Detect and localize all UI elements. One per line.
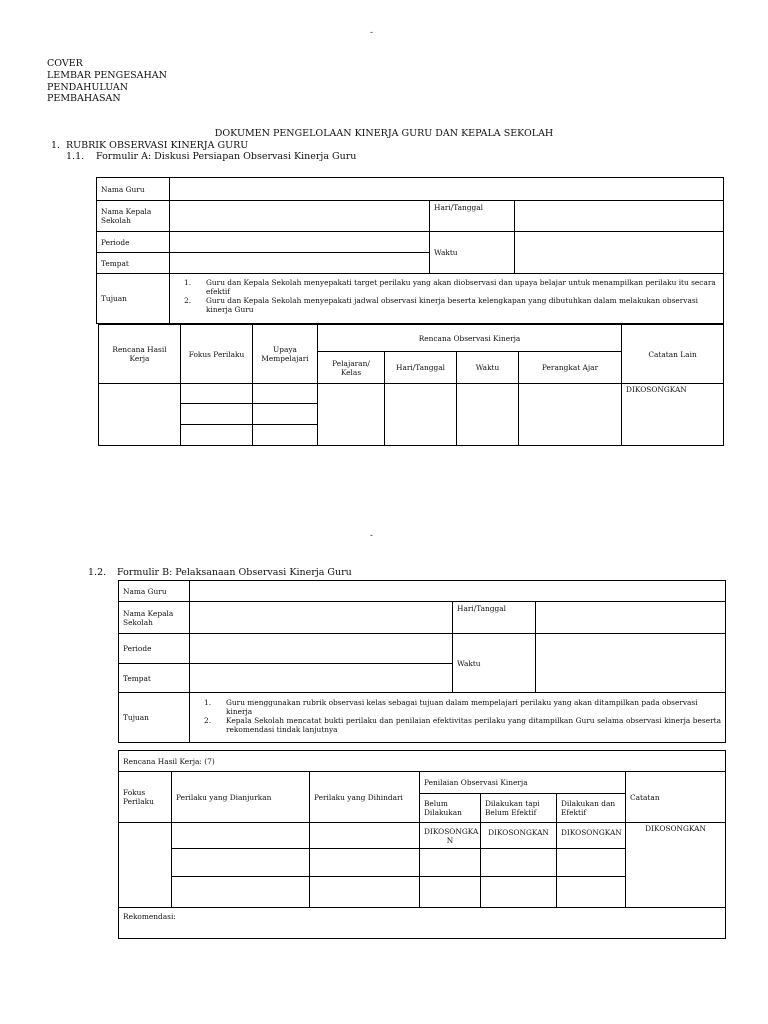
form-a-fokus-perilaku-cell[interactable]	[181, 384, 253, 404]
form-b-identity-table	[118, 580, 726, 743]
page-dash-mid: -	[370, 531, 374, 541]
form-b-waktu-field[interactable]	[536, 634, 726, 693]
form-a-fokus-perilaku-cell[interactable]	[181, 404, 253, 425]
form-a-pelajaran-kelas-header: Pelajaran/ Kelas	[318, 352, 385, 384]
form-a-hari-tanggal-cell[interactable]	[385, 384, 457, 446]
form-a-plan-table	[98, 324, 724, 446]
form-b-nama-guru-label: Nama Guru	[119, 581, 190, 602]
form-b-dilakukan-belum-efektif-cell: DIKOSONGKAN	[481, 823, 557, 849]
form-b-rekomendasi: Rekomendasi:	[119, 908, 726, 939]
form-b-tujuan-label: Tujuan	[119, 693, 190, 743]
form-b-dilakukan-efektif-cell[interactable]	[557, 877, 626, 908]
toc-item-cover: COVER	[47, 58, 83, 69]
section-1-1-title: Formulir A: Diskusi Persiapan Observasi Kinerja Guru	[96, 151, 357, 162]
form-a-rencana-hasil-kerja-cell[interactable]	[99, 384, 181, 446]
form-b-hari-tanggal-label: Hari/Tanggal	[453, 602, 536, 634]
form-b-dilakukan-belum-efektif-header: Dilakukan tapi Belum Efektif	[481, 794, 557, 823]
form-b-hari-tanggal-field[interactable]	[536, 602, 726, 634]
form-a-nama-guru-label: Nama Guru	[97, 178, 170, 201]
form-b-nama-guru-field[interactable]	[190, 581, 726, 602]
form-a-waktu-label: Waktu	[430, 232, 515, 274]
form-a-fokus-perilaku-header: Fokus Perilaku	[181, 325, 253, 384]
form-b-belum-dilakukan-header: Belum Dilakukan	[420, 794, 481, 823]
form-b-catatan-header: Catatan	[626, 772, 726, 823]
form-b-perilaku-dihindari-cell[interactable]	[310, 849, 420, 877]
form-b-dilakukan-belum-efektif-cell[interactable]	[481, 877, 557, 908]
form-a-upaya-mempelajari-cell[interactable]	[253, 384, 318, 404]
toc-item-pembahasan: PEMBAHASAN	[47, 93, 121, 105]
form-a-tempat-label: Tempat	[97, 253, 170, 274]
form-b-penilaian-observasi-header: Penilaian Observasi Kinerja	[420, 772, 626, 794]
form-b-tempat-label: Tempat	[119, 664, 190, 693]
document-title: DOKUMEN PENGELOLAAN KINERJA GURU DAN KEPALA SEKOLAH	[214, 128, 554, 139]
form-b-catatan-cell: DIKOSONGKAN	[626, 823, 726, 908]
form-b-perilaku-dianjurkan-cell[interactable]	[172, 877, 310, 908]
toc-item-lembar-pengesahan: LEMBAR PENGESAHAN	[47, 69, 167, 81]
form-b-periode-label: Periode	[119, 634, 190, 664]
form-b-tujuan-content	[190, 693, 726, 743]
form-b-dilakukan-belum-efektif-cell[interactable]	[481, 849, 557, 877]
form-a-tempat-field[interactable]	[170, 253, 430, 274]
form-a-tujuan-item: 2. Guru dan Kepala Sekolah menyepakati jadwal observasi kinerja beserta kelengkapan yang dibutuhkan dalam melakukan observasi kinerja Guru	[184, 296, 699, 314]
section-1-2-title: Formulir B: Pelaksanaan Observasi Kinerja Guru	[117, 567, 352, 578]
form-a-nama-kepala-label: Nama Kepala Sekolah	[97, 201, 170, 232]
section-1-2-number: 1.2.	[88, 567, 107, 578]
form-a-catatan-lain-header: Catatan Lain	[622, 325, 724, 384]
form-b-belum-dilakukan-cell[interactable]	[420, 849, 481, 877]
form-b-belum-dilakukan-cell[interactable]	[420, 877, 481, 908]
form-b-fokus-perilaku-header: Fokus Perilaku	[119, 772, 172, 823]
form-a-tujuan-content	[170, 274, 724, 324]
form-b-perilaku-dianjurkan-header: Perilaku yang Dianjurkan	[172, 772, 310, 823]
form-b-perilaku-dihindari-cell[interactable]	[310, 823, 420, 849]
form-b-fokus-perilaku-cell[interactable]	[119, 823, 172, 908]
form-a-nama-kepala-field[interactable]	[170, 201, 430, 232]
form-b-periode-field[interactable]	[190, 634, 453, 664]
form-a-hari-tanggal-label: Hari/Tanggal	[430, 201, 515, 232]
form-a-perangkat-ajar-cell[interactable]	[519, 384, 622, 446]
toc-list	[47, 58, 167, 105]
form-b-dilakukan-efektif-cell[interactable]	[557, 849, 626, 877]
form-a-identity-table	[96, 177, 724, 324]
form-b-tujuan-item: 2. Kepala Sekolah mencatat bukti perilaku dan penilaian efektivitas perilaku yang ditampilkan Guru selama observasi kinerja beserta rekomendasi tindak lanjutnya	[204, 716, 721, 734]
form-b-perilaku-dianjurkan-cell[interactable]	[172, 823, 310, 849]
form-b-rencana-hasil-kerja: Rencana Hasil Kerja: (7)	[119, 751, 726, 772]
page-dash-top: -	[370, 28, 374, 38]
form-a-nama-guru-field[interactable]	[170, 178, 724, 201]
toc-item-pendahuluan: PENDAHULUAN	[47, 81, 129, 93]
section-1-1-number: 1.1.	[66, 151, 85, 162]
form-a-pelajaran-kelas-cell[interactable]	[318, 384, 385, 446]
form-b-dilakukan-efektif-cell: DIKOSONGKAN	[557, 823, 626, 849]
form-a-periode-label: Periode	[97, 232, 170, 253]
form-b-perilaku-dihindari-header: Perilaku yang Dihindari	[310, 772, 420, 823]
form-b-tujuan-item: 1. Guru menggunakan rubrik observasi kelas sebagai tujuan dalam mempelajari perilaku yang akan ditampilkan pada observasi kinerja	[204, 698, 698, 716]
form-a-hari-tanggal-field[interactable]	[515, 201, 724, 232]
form-a-waktu-header: Waktu	[457, 352, 519, 384]
form-a-upaya-mempelajari-cell[interactable]	[253, 404, 318, 425]
form-a-fokus-perilaku-cell[interactable]	[181, 425, 253, 446]
form-b-waktu-label: Waktu	[453, 634, 536, 693]
form-a-rencana-observasi-header: Rencana Observasi Kinerja	[318, 325, 622, 352]
form-a-waktu-field[interactable]	[515, 232, 724, 274]
form-a-rencana-hasil-kerja-header: Rencana Hasil Kerja	[99, 325, 181, 384]
section-1-title: RUBRIK OBSERVASI KINERJA GURU	[66, 140, 249, 151]
form-b-tempat-field[interactable]	[190, 664, 453, 693]
form-a-periode-field[interactable]	[170, 232, 430, 253]
form-b-nama-kepala-label: Nama Kepala Sekolah	[119, 602, 190, 634]
form-a-perangkat-ajar-header: Perangkat Ajar	[519, 352, 622, 384]
form-a-waktu-cell[interactable]	[457, 384, 519, 446]
section-1-number: 1.	[51, 140, 61, 151]
form-a-upaya-mempelajari-header: Upaya Mempelajari	[253, 325, 318, 384]
form-b-belum-dilakukan-cell: DIKOSONGKA N	[420, 823, 481, 849]
form-b-evaluation-table	[118, 750, 726, 939]
form-b-nama-kepala-field[interactable]	[190, 602, 453, 634]
form-b-dilakukan-efektif-header: Dilakukan dan Efektif	[557, 794, 626, 823]
form-b-perilaku-dianjurkan-cell[interactable]	[172, 849, 310, 877]
form-a-tujuan-item: 1. Guru dan Kepala Sekolah menyepakati target perilaku yang akan diobservasi dan upaya belajar untuk menampilkan perilaku itu secara efektif	[184, 278, 716, 296]
form-a-tujuan-label: Tujuan	[97, 274, 170, 324]
form-a-hari-tanggal-header: Hari/Tanggal	[385, 352, 457, 384]
form-b-perilaku-dihindari-cell[interactable]	[310, 877, 420, 908]
form-a-upaya-mempelajari-cell[interactable]	[253, 425, 318, 446]
form-a-catatan-lain-cell: DIKOSONGKAN	[622, 384, 724, 446]
